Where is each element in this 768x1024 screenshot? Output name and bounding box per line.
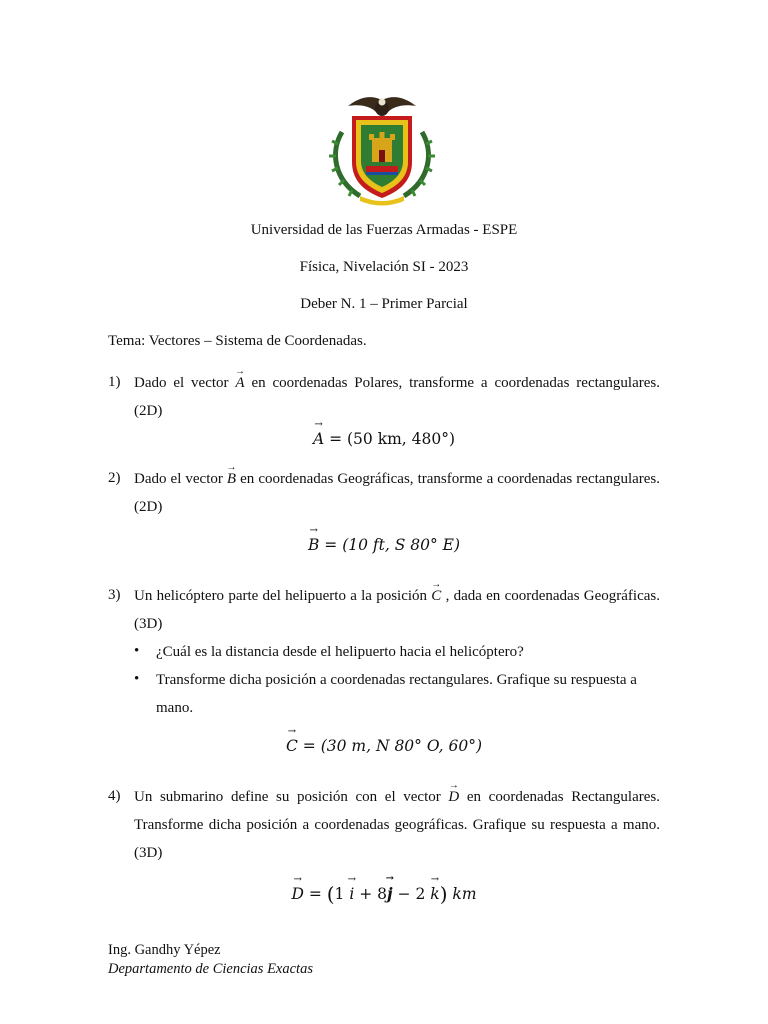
question-text-post: , dada en coordenadas Geográficas. (3D): [134, 588, 660, 632]
bullet-marker: •: [134, 643, 140, 659]
bullet-item: ¿Cuál es la distancia desde el helipuerto hacia el helicóptero?: [156, 644, 524, 660]
question-text: [134, 369, 660, 425]
university-crest-logo: [320, 92, 444, 208]
formula-vector-b: [0, 536, 768, 554]
course-title: Física, Nivelación SI - 2023: [299, 259, 469, 275]
question-text-post: en coordenadas Geográficas, transforme a coordenadas rectangulares. (2D): [134, 471, 661, 515]
unit-vector-j: → j: [387, 884, 393, 903]
university-name: Universidad de las Fuerzas Armadas - ESPE: [250, 222, 518, 238]
formula-vector-d: [0, 882, 768, 906]
formula-value: = (10 ft, S 80° E): [319, 536, 461, 554]
formula-coef: 1: [334, 885, 345, 903]
formula-vector-c: [0, 737, 768, 755]
vector-symbol: → A: [235, 369, 244, 397]
assignment-title: Deber N. 1 – Primer Parcial: [300, 296, 468, 312]
vector-symbol: → A: [313, 430, 324, 448]
question-number: 1): [108, 374, 121, 390]
formula-paren: (: [326, 882, 335, 906]
question-text-post: en coordenadas Polares, transforme a coordenadas rectangulares. (2D): [134, 375, 660, 419]
formula-equals: =: [303, 885, 327, 903]
question-number: 2): [108, 470, 121, 486]
question-text: [134, 465, 660, 521]
formula-value: = (50 km, 480°): [324, 430, 456, 448]
question-text-pre: Dado el vector: [134, 471, 227, 487]
question-text-pre: Dado el vector: [134, 375, 236, 391]
vector-symbol: → C: [286, 737, 298, 755]
question-text-pre: Un submarino define su posición con el vector: [134, 789, 449, 805]
question-number: 4): [108, 788, 121, 804]
question-number: 3): [108, 587, 121, 603]
bullet-marker: •: [134, 671, 140, 687]
bullet-item: Transforme dicha posición a coordenadas rectangulares. Grafique su respuesta a mano.: [156, 672, 637, 716]
question-text-pre: Un helicóptero parte del helipuerto a la posición: [134, 588, 432, 604]
vector-symbol: → D: [448, 783, 459, 811]
formula-unit: km: [447, 885, 477, 903]
question-text-post: en coordenadas Rectangulares. Transforme dicha posición a coordenadas geográficas. Grafique su respuesta a mano. (3D): [134, 789, 660, 861]
formula-coef: + 8: [354, 885, 388, 903]
vector-symbol: → C: [431, 582, 441, 610]
vector-symbol: → B: [227, 465, 236, 493]
formula-coef: − 2: [392, 885, 426, 903]
vector-symbol: → B: [308, 536, 319, 554]
author-name: Ing. Gandhy Yépez: [108, 942, 221, 958]
unit-vector-i: → i: [349, 885, 354, 903]
unit-vector-k: → k: [430, 885, 439, 903]
question-text: [134, 582, 660, 638]
formula-paren: ): [439, 882, 448, 906]
formula-value: = (30 m, N 80° O, 60°): [297, 737, 483, 755]
vector-symbol: → D: [291, 885, 303, 903]
question-text: [134, 783, 660, 867]
formula-vector-a: [0, 430, 768, 448]
department-name: Departamento de Ciencias Exactas: [108, 961, 313, 977]
topic-heading: Tema: Vectores – Sistema de Coordenadas.: [108, 333, 367, 349]
